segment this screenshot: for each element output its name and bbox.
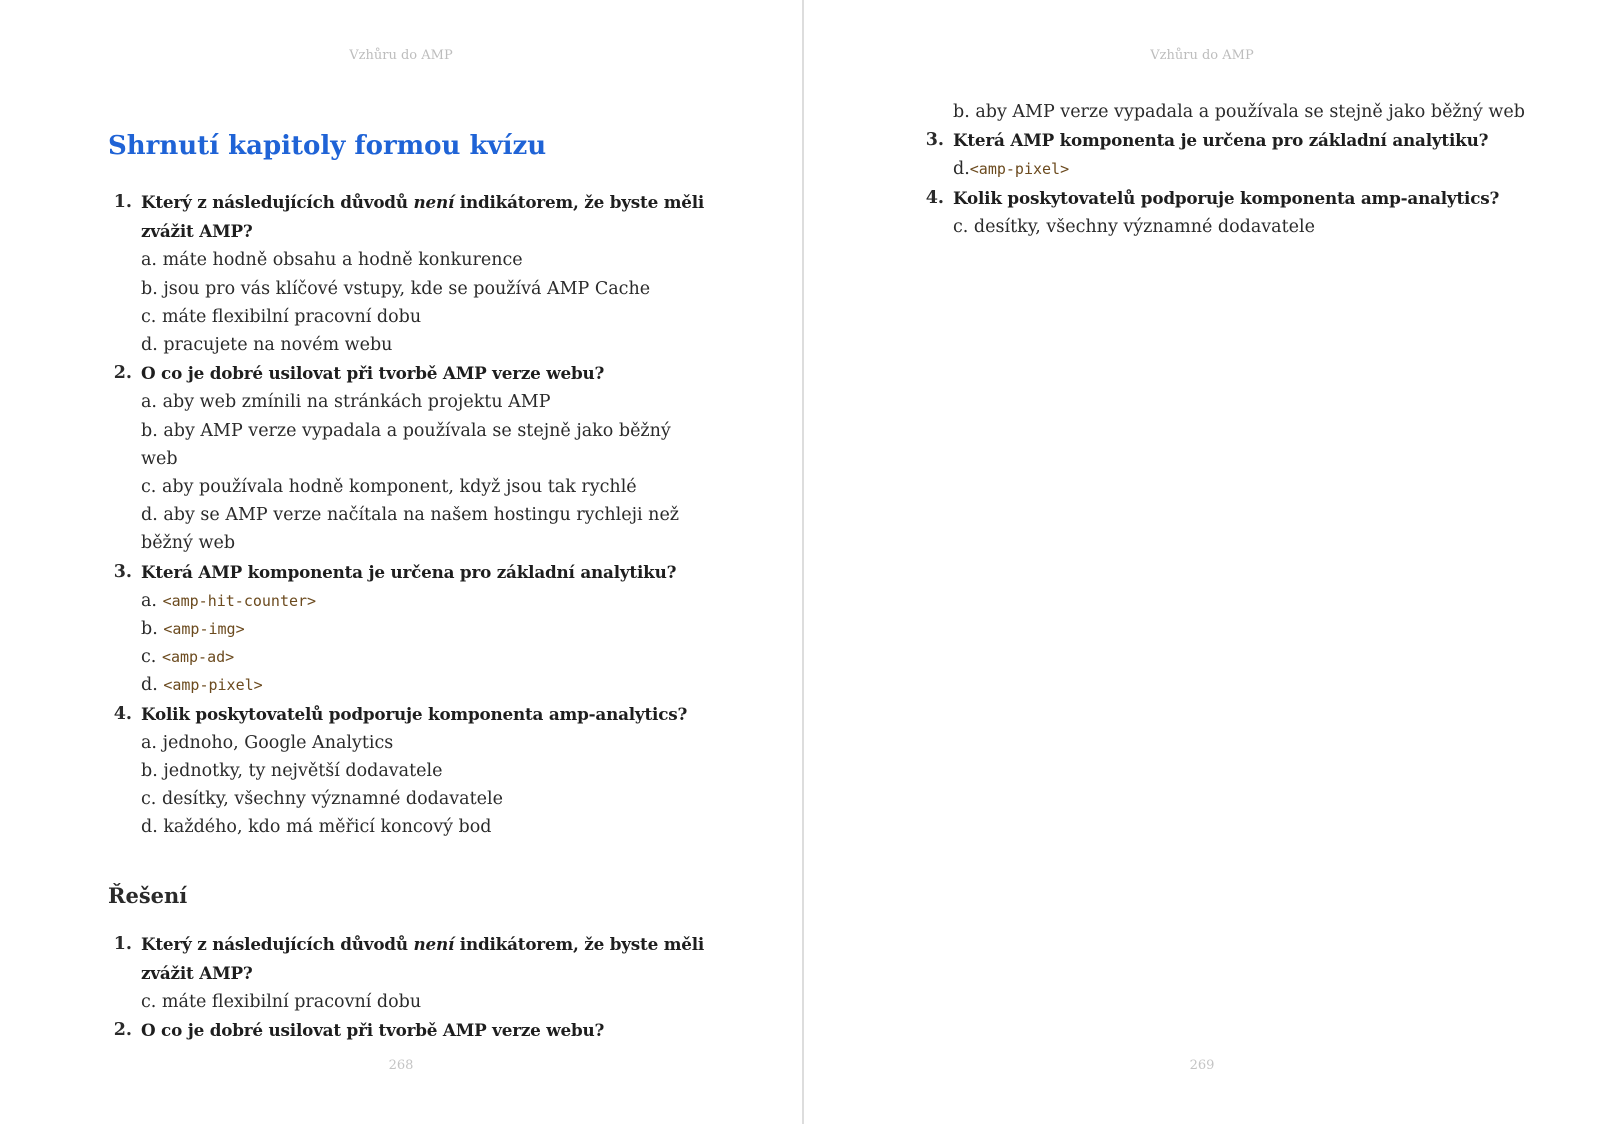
answer-option: b. jsou pro vás klíčové vstupy, kde se používá AMP Cache — [141, 278, 651, 299]
answer-option: b. <amp-img> — [141, 619, 245, 640]
running-head: Vzhůru do AMP — [1150, 48, 1254, 63]
answer-option: d. každého, kdo má měřicí koncový bod — [141, 817, 492, 838]
right-page-content — [920, 98, 1540, 241]
code-snippet: <amp-pixel> — [969, 160, 1070, 179]
quiz-question — [108, 700, 708, 842]
code-snippet: <amp-img> — [163, 620, 245, 639]
question-number: 4. — [113, 703, 132, 724]
question-text: Která AMP komponenta je určena pro základní analytiku? — [953, 130, 1489, 151]
question-number: 1. — [113, 192, 132, 212]
left-page-content — [108, 124, 708, 1045]
question-text: Který z následujících důvodů není indikátorem, že byste měli zvážit AMP? — [141, 192, 705, 242]
answer-option: b. aby AMP verze vypadala a používala se stejně jako běžný web — [141, 420, 671, 469]
answer-option: d. aby se AMP verze načítala na našem hostingu rychleji než běžný web — [141, 505, 680, 554]
running-head: Vzhůru do AMP — [349, 48, 453, 63]
correct-answer: c. desítky, všechny významné dodavatele — [953, 216, 1315, 237]
code-snippet: <amp-hit-counter> — [162, 591, 317, 610]
solutions-list — [108, 930, 708, 1046]
solution-item — [920, 126, 1540, 183]
page-number: 269 — [1189, 1058, 1215, 1073]
answer-option: a. aby web zmínili na stránkách projektu AMP — [141, 392, 551, 413]
solution-item — [920, 184, 1540, 241]
question-number: 3. — [113, 561, 132, 582]
solution-item — [108, 930, 708, 1017]
answer-option: c. <amp-ad> — [141, 647, 235, 668]
question-text: Kolik poskytovatelů podporuje komponenta amp-analytics? — [953, 187, 1500, 208]
question-number: 2. — [113, 363, 132, 384]
emphasis-text: není — [413, 933, 455, 954]
question-number: 1. — [113, 933, 132, 954]
question-text: Kolik poskytovatelů podporuje komponenta amp-analytics? — [141, 703, 688, 724]
page-number: 268 — [388, 1058, 414, 1073]
question-number: 3. — [925, 130, 944, 151]
solution-item-continued — [920, 98, 1540, 126]
answer-option: c. máte flexibilní pracovní dobu — [141, 306, 422, 327]
right-page — [804, 0, 1600, 1124]
emphasis-text: není — [413, 192, 455, 212]
answer-option: a. máte hodně obsahu a hodně konkurence — [141, 250, 523, 271]
correct-answer: c. máte flexibilní pracovní dobu — [141, 992, 422, 1013]
quiz-question — [108, 359, 708, 557]
answer-option: c. aby používala hodně komponent, když jsou tak rychlé — [141, 477, 637, 498]
question-number: 4. — [925, 187, 944, 208]
question-text: O co je dobré usilovat při tvorbě AMP verze webu? — [141, 363, 605, 384]
question-number: 2. — [113, 1020, 132, 1041]
answer-option: a. jednoho, Google Analytics — [141, 732, 394, 753]
answer-option: a. <amp-hit-counter> — [141, 590, 317, 611]
solution-item — [108, 1016, 708, 1045]
code-snippet: <amp-ad> — [161, 648, 235, 667]
quiz-question — [108, 558, 708, 700]
correct-answer: d.<amp-pixel> — [953, 159, 1070, 180]
quiz-questions — [108, 188, 708, 842]
answer-option: d. <amp-pixel> — [141, 675, 263, 696]
chapter-title: Shrnutí kapitoly formou kvízu — [108, 131, 547, 161]
code-snippet: <amp-pixel> — [163, 676, 263, 695]
quiz-question — [108, 188, 708, 359]
answer-option: b. jednotky, ty největší dodavatele — [141, 761, 443, 782]
question-text: O co je dobré usilovat při tvorbě AMP verze webu? — [141, 1020, 605, 1041]
question-text: Která AMP komponenta je určena pro základní analytiku? — [141, 561, 677, 582]
correct-answer: b. aby AMP verze vypadala a používala se stejně jako běžný web — [953, 102, 1525, 122]
solutions-list-continued — [920, 98, 1540, 241]
question-text: Který z následujících důvodů není indikátorem, že byste měli zvážit AMP? — [141, 933, 705, 983]
solutions-heading: Řešení — [108, 882, 188, 908]
answer-option: d. pracujete na novém webu — [141, 335, 393, 356]
answer-option: c. desítky, všechny významné dodavatele — [141, 789, 503, 810]
